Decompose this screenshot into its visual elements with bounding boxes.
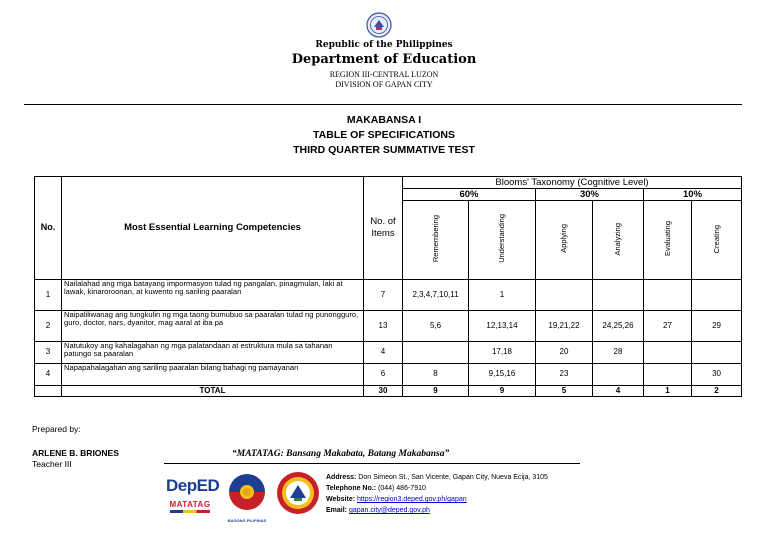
row-understanding: 9,15,16 [469,364,536,386]
subject-title: MAKABANSA I [346,114,422,126]
header-remembering: Remembering [430,215,440,263]
row-creating: 29 [692,311,742,342]
division-heading: DIVISION OF GAPAN CITY [335,80,433,89]
row-understanding: 1 [469,280,536,311]
row-understanding: 12,13,14 [469,311,536,342]
preparer-name: ARLENE B. BRIONES [32,448,119,458]
header-divider [24,104,742,105]
row-applying: 19,21,22 [536,311,593,342]
row-analyzing: 28 [593,342,644,364]
header-creating-cell [692,201,742,280]
row-understanding: 17,18 [469,342,536,364]
row-competency: Naipaliliwanag ang tungkulin ng mga taong bumubuo sa paaralan tulad ng punongguro, guro, doctor, nars, dyanitor, mag aaral at iba pa [62,311,364,342]
header-understanding-cell [469,201,536,280]
website-link[interactable]: https://region3.deped.gov.ph/gapan [357,496,467,503]
total-blank [35,386,62,397]
row-competency: Natutukoy ang kahalagahan ng mga palatandaan at estruktura mula sa tahanan patungo sa paaralan [62,342,364,364]
row-creating: 30 [692,364,742,386]
total-items: 30 [364,386,403,397]
row-items: 4 [364,342,403,364]
total-applying: 5 [536,386,593,397]
header-pct-30: 30% [536,189,644,201]
row-applying: 23 [536,364,593,386]
email-line [326,507,430,514]
row-number: 3 [35,342,62,364]
row-creating [692,342,742,364]
row-evaluating: 27 [644,311,692,342]
row-analyzing: 24,25,26 [593,311,644,342]
row-items: 13 [364,311,403,342]
address-label: Address: [326,474,357,481]
department-heading: Department of Education [291,52,477,67]
bagong-pilipinas-text: BAGONG PILIPINAS [227,518,267,523]
preparer-position: Teacher III [32,459,72,469]
matatag-motto: “MATATAG: Bansang Makabata, Batang Makabansa” [232,449,450,459]
total-creating: 2 [692,386,742,397]
row-remembering: 5,6 [403,311,469,342]
header-number-of-items: No. of Items [364,177,403,280]
deped-seal-logo [366,12,392,38]
row-competency: Napapahalagahan ang sariling paaralan bilang bahagi ng pamayanan [62,364,364,386]
header-no: No. [35,177,62,280]
row-analyzing [593,364,644,386]
division-seal-logo [276,471,320,515]
deped-matatag-logo [166,476,220,520]
footer-divider [164,463,580,464]
row-competency: Nailalahad ang mga batayang impormasyon tulad ng pangalan, pinagmulan, laki at lawak, kinaroroonan, at kuwento ng sariling paaralan [62,280,364,311]
total-remembering: 9 [403,386,469,397]
header-blooms-taxonomy: Blooms' Taxonomy (Cognitive Level) [403,177,742,189]
bagong-pilipinas-logo [224,472,270,523]
republic-heading: Republic of the Philippines [315,40,453,50]
total-evaluating: 1 [644,386,692,397]
row-applying: 20 [536,342,593,364]
website-label: Website: [326,496,356,503]
prepared-by-label: Prepared by: [32,424,81,434]
row-number: 4 [35,364,62,386]
row-number: 2 [35,311,62,342]
row-remembering [403,342,469,364]
header-pct-10: 10% [644,189,742,201]
row-remembering: 2,3,4,7,10,11 [403,280,469,311]
header-applying-cell [536,201,593,280]
header-understanding: Understanding [497,214,507,264]
row-evaluating [644,342,692,364]
row-applying [536,280,593,311]
header-applying: Applying [559,224,569,254]
row-items: 7 [364,280,403,311]
address-value: Don Simeon St., San Vicente, Gapan City, Nueva Ecija, 3105 [358,474,548,481]
total-label: TOTAL [62,386,364,397]
header-evaluating: Evaluating [662,221,672,257]
header-pct-60: 60% [403,189,536,201]
row-number: 1 [35,280,62,311]
telephone-line [326,485,426,492]
row-evaluating [644,364,692,386]
email-label: Email: [326,507,348,514]
table-row [35,342,742,364]
table-row [35,364,742,386]
total-understanding: 9 [469,386,536,397]
total-row [35,386,742,397]
header-remembering-cell [403,201,469,280]
matatag-logo-stripe [170,510,210,513]
row-analyzing [593,280,644,311]
table-row [35,280,742,311]
row-remembering: 8 [403,364,469,386]
header-analyzing: Analyzing [613,222,623,256]
row-items: 6 [364,364,403,386]
document-title: TABLE OF SPECIFICATIONS [313,129,455,141]
test-title: THIRD QUARTER SUMMATIVE TEST [293,144,475,156]
table-of-specifications [34,176,742,397]
telephone-value: (044) 486-7910 [378,485,426,492]
row-creating [692,280,742,311]
address-line [326,474,548,481]
website-line [326,496,467,503]
email-link[interactable]: gapan.city@deped.gov.ph [348,507,430,514]
row-evaluating [644,280,692,311]
table-row [35,311,742,342]
header-creating: Creating [711,224,721,253]
header-evaluating-cell [644,201,692,280]
header-competencies: Most Essential Learning Competencies [62,177,364,280]
deped-logo-text: DepED [166,476,220,495]
header-analyzing-cell [593,201,644,280]
total-analyzing: 4 [593,386,644,397]
region-heading: REGION III-CENTRAL LUZON [329,70,439,79]
telephone-label: Telephone No.: [326,485,377,492]
matatag-logo-text: MATATAG [169,500,211,509]
